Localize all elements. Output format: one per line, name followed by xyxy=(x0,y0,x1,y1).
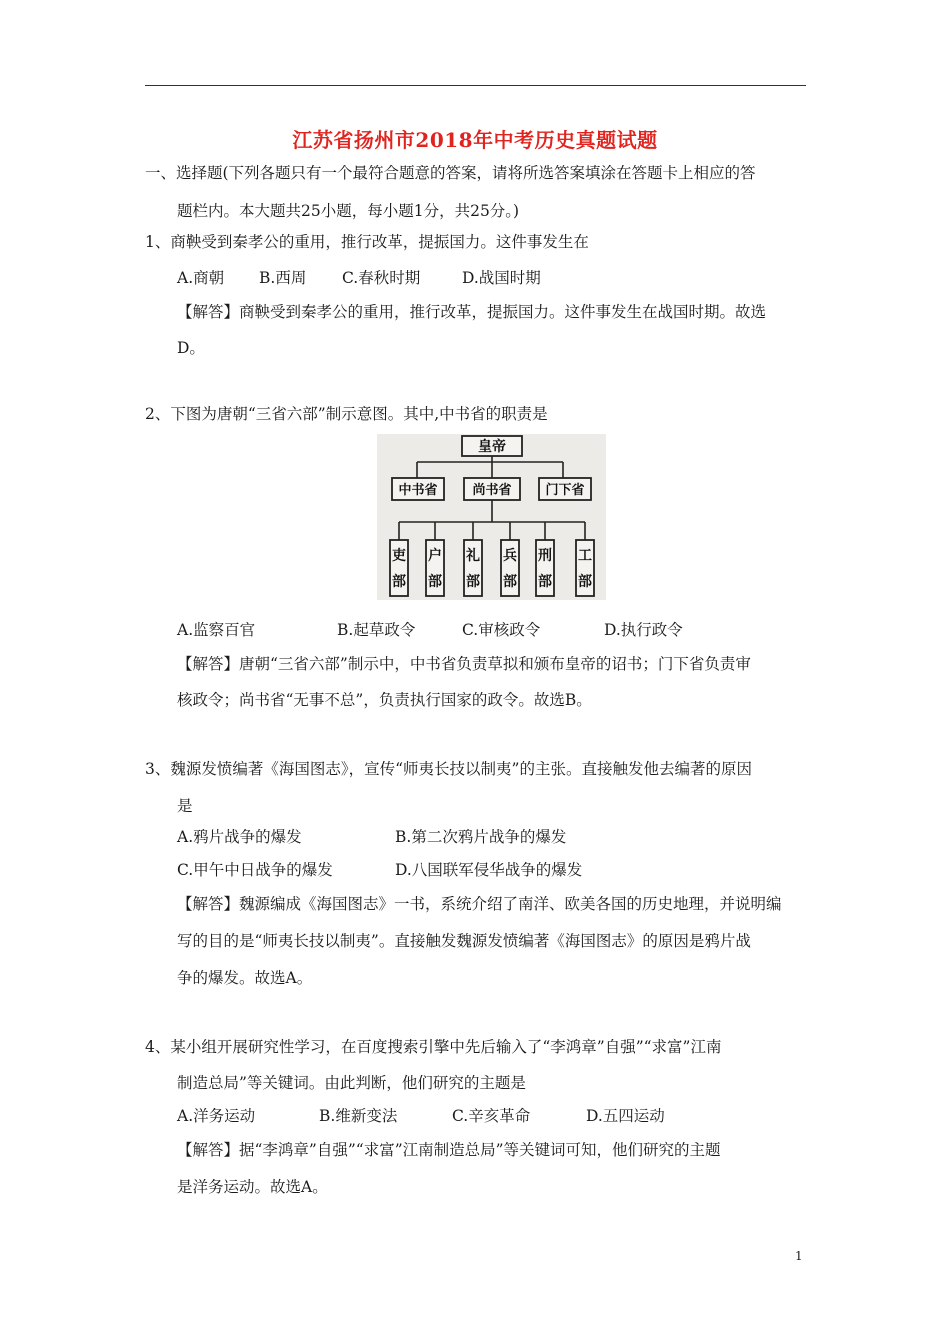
q1-option-c: C.春秋时期 xyxy=(342,269,421,287)
header-rule xyxy=(145,85,806,86)
node-shangshu: 尚书省 xyxy=(472,483,512,498)
q4-option-a: A.洋务运动 xyxy=(177,1107,256,1125)
node-bing-bu-top: 兵 xyxy=(503,548,517,564)
q2-option-b: B.起草政令 xyxy=(337,621,416,639)
q1-option-b: B.西周 xyxy=(259,269,307,287)
q2-answer-line1: 【解答】唐朝“三省六部”制示中，中书省负责草拟和颁布皇帝的诏书；门下省负责审 xyxy=(177,655,751,673)
page-title: 江苏省扬州市2018年中考历史真题试题 xyxy=(292,128,658,152)
q3-option-d: D.八国联军侵华战争的爆发 xyxy=(395,861,583,879)
node-gong-bu-top: 工 xyxy=(578,548,592,564)
section-heading-line2: 题栏内。本大题共25小题，每小题1分，共25分。) xyxy=(177,202,520,220)
q2-option-d: D.执行政令 xyxy=(604,621,683,639)
q2-option-c: C.审核政令 xyxy=(462,621,541,639)
node-hu-bu-top: 户 xyxy=(428,548,442,564)
node-menxia: 门下省 xyxy=(545,483,585,498)
node-rites-bu-bottom: 部 xyxy=(466,574,480,590)
node-xing-bu-bottom: 部 xyxy=(538,574,552,590)
node-xing-bu-top: 刑 xyxy=(538,548,552,564)
node-li-bu-top: 吏 xyxy=(392,548,406,564)
q2-option-a: A.监察百官 xyxy=(177,621,256,639)
q1-answer-line2: D。 xyxy=(177,339,205,357)
node-zhongshu: 中书省 xyxy=(398,483,438,498)
q2-answer-line2: 核政令；尚书省“无事不总”，负责执行国家的政令。故选B。 xyxy=(177,691,592,709)
q3-answer-line2: 写的目的是“师夷长技以制夷”。直接触发魏源发愤编著《海国图志》的原因是鸦片战 xyxy=(177,932,751,950)
q3-stem-line1: 3、魏源发愤编著《海国图志》，宣传“师夷长技以制夷”的主张。直接触发他去编著的原因 xyxy=(145,760,752,778)
q2-stem: 2、下图为唐朝“三省六部”制示意图。其中,中书省的职责是 xyxy=(145,405,548,423)
q3-option-c: C.甲午中日战争的爆发 xyxy=(177,861,333,879)
q4-stem-line1: 4、某小组开展研究性学习，在百度搜索引擎中先后输入了“李鸿章”自强”“求富”江南 xyxy=(145,1038,722,1056)
q3-stem-line2: 是 xyxy=(177,797,193,815)
q1-stem: 1、商鞅受到秦孝公的重用，推行改革，提振国力。这件事发生在 xyxy=(145,233,589,251)
q1-option-d: D.战国时期 xyxy=(462,269,541,287)
q4-option-b: B.维新变法 xyxy=(319,1107,398,1125)
node-hu-bu-bottom: 部 xyxy=(428,574,442,590)
page-number: 1 xyxy=(795,1249,803,1263)
q3-answer-line1: 【解答】魏源编成《海国图志》一书，系统介绍了南洋、欧美各国的历史地理，并说明编 xyxy=(177,895,782,913)
q4-answer-line2: 是洋务运动。故选A。 xyxy=(177,1178,328,1196)
node-rites-bu-top: 礼 xyxy=(466,548,480,564)
three-departments-six-ministries-diagram xyxy=(377,434,606,600)
node-li-bu-bottom: 部 xyxy=(392,574,406,590)
q1-option-a: A.商朝 xyxy=(177,269,225,287)
q4-stem-line2: 制造总局”等关键词。由此判断，他们研究的主题是 xyxy=(177,1074,526,1092)
org-chart xyxy=(377,434,606,600)
node-bing-bu-bottom: 部 xyxy=(503,574,517,590)
q4-answer-line1: 【解答】据“李鸿章”自强”“求富”江南制造总局”等关键词可知，他们研究的主题 xyxy=(177,1141,721,1159)
q3-option-b: B.第二次鸦片战争的爆发 xyxy=(395,828,567,846)
section-heading-line1: 一、选择题(下列各题只有一个最符合题意的答案，请将所选答案填涂在答题卡上相应的答 xyxy=(145,164,756,182)
node-gong-bu-bottom: 部 xyxy=(578,574,592,590)
q3-answer-line3: 争的爆发。故选A。 xyxy=(177,969,313,987)
q1-answer-line1: 【解答】商鞅受到秦孝公的重用，推行改革，提振国力。这件事发生在战国时期。故选 xyxy=(177,303,767,321)
q4-option-d: D.五四运动 xyxy=(586,1107,665,1125)
q3-option-a: A.鸦片战争的爆发 xyxy=(177,828,302,846)
q4-option-c: C.辛亥革命 xyxy=(452,1107,531,1125)
node-emperor: 皇帝 xyxy=(478,439,506,455)
